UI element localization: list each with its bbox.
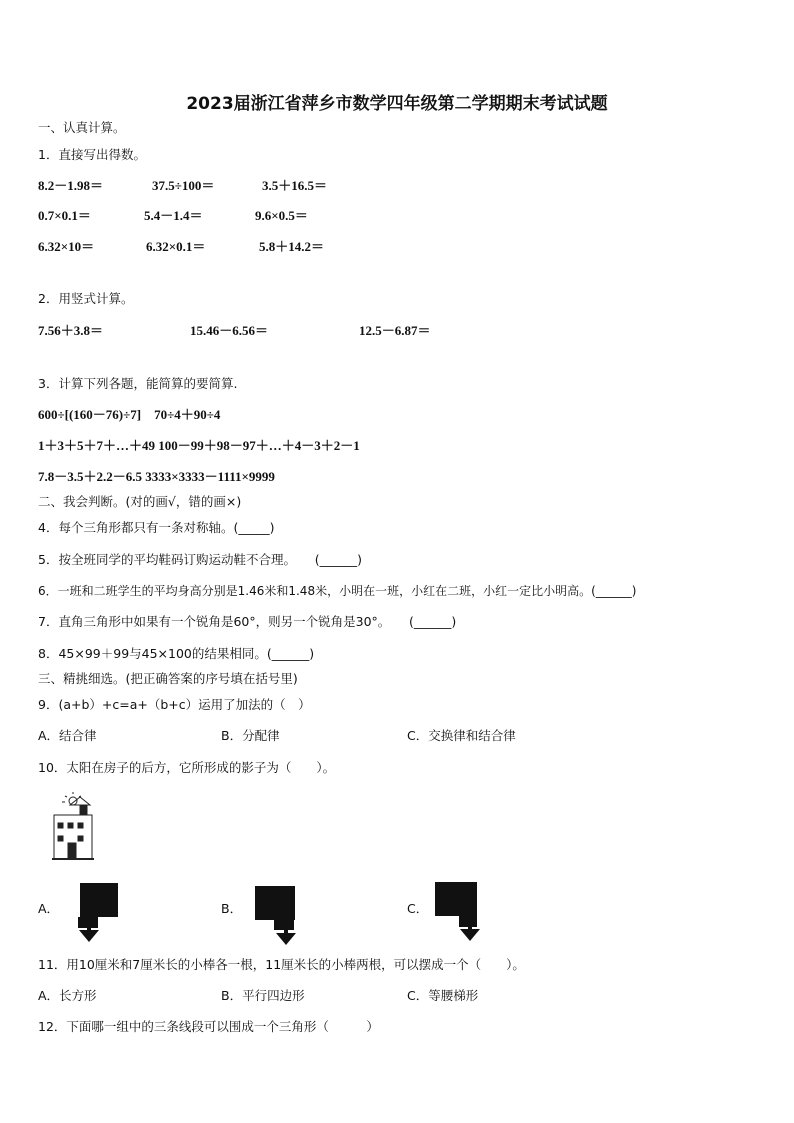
- q1-item: 6.32×0.1＝: [146, 239, 206, 254]
- q11-prompt: 11．用10厘米和7厘米长的小棒各一根，11厘米长的小棒两根，可以摆成一个（ ）。: [38, 957, 525, 972]
- q8-text: 8．45×99＋99与45×100的结果相同。(______): [38, 646, 315, 661]
- q9-option-a: A．结合律: [38, 728, 97, 743]
- q7-text: 7．直角三角形中如果有一个锐角是60°，则另一个锐角是30°。 (______): [38, 614, 457, 629]
- shadow-option-a-figure: [76, 882, 122, 946]
- q3-line: 600÷[(160－76)÷7] 70÷4＋90÷4: [38, 407, 221, 422]
- q9-prompt: 9．(a+b）+c=a+（b+c）运用了加法的（ ）: [38, 697, 311, 712]
- q1-item: 37.5÷100＝: [152, 178, 215, 193]
- q11-option-a: A．长方形: [38, 988, 97, 1003]
- q2-prompt: 2．用竖式计算。: [38, 291, 134, 306]
- q1-item: 5.8＋14.2＝: [259, 239, 325, 254]
- q5-text: 5．按全班同学的平均鞋码订购运动鞋不合理。 (______): [38, 552, 362, 567]
- q9-option-b: B．分配律: [221, 728, 280, 743]
- q4-text: 4．每个三角形都只有一条对称轴。(_____): [38, 520, 275, 535]
- section-3-heading: 三、精挑细选。(把正确答案的序号填在括号里): [38, 671, 298, 686]
- q9-option-c: C．交换律和结合律: [407, 728, 516, 743]
- section-1-heading: 一、认真计算。: [38, 120, 126, 135]
- q2-item: 12.5－6.87＝: [359, 323, 431, 338]
- q1-item: 9.6×0.5＝: [255, 208, 308, 223]
- q2-item: 15.46－6.56＝: [190, 323, 269, 338]
- q3-prompt: 3．计算下列各题，能简算的要简算.: [38, 376, 238, 391]
- q1-item: 6.32×10＝: [38, 239, 95, 254]
- shadow-option-c-figure: [433, 881, 485, 945]
- shadow-option-b-figure: [252, 885, 300, 949]
- q11-option-c: C．等腰梯形: [407, 988, 479, 1003]
- page-title: 2023届浙江省萍乡市数学四年级第二学期期末考试试题: [186, 94, 608, 114]
- q1-item: 3.5＋16.5＝: [262, 178, 328, 193]
- q12-prompt: 12．下面哪一组中的三条线段可以围成一个三角形（ ）: [38, 1019, 379, 1034]
- q6-text: 6．一班和二班学生的平均身高分别是1.46米和1.48米，小明在一班，小红在二班，小红一定比小明高。(______): [38, 584, 637, 598]
- q10-option-c: C．: [407, 901, 429, 916]
- q2-item: 7.56＋3.8＝: [38, 323, 104, 338]
- q1-item: 0.7×0.1＝: [38, 208, 91, 223]
- q1-item: 8.2－1.98＝: [38, 178, 104, 193]
- q1-item: 5.4－1.4＝: [144, 208, 203, 223]
- section-2-heading: 二、我会判断。(对的画√，错的画×): [38, 494, 242, 509]
- q1-prompt: 1．直接写出得数。: [38, 147, 146, 162]
- q10-prompt: 10．太阳在房子的后方，它所形成的影子为（ ）。: [38, 760, 336, 775]
- q10-option-a: A．: [38, 901, 60, 916]
- q10-option-b: B．: [221, 901, 243, 916]
- q3-line: 1＋3＋5＋7＋…＋49 100－99＋98－97＋…＋4－3＋2－1: [38, 438, 360, 453]
- q11-option-b: B．平行四边形: [221, 988, 305, 1003]
- q3-line: 7.8－3.5＋2.2－6.5 3333×3333－1111×9999: [38, 469, 275, 484]
- house-with-sun-figure: [46, 791, 98, 861]
